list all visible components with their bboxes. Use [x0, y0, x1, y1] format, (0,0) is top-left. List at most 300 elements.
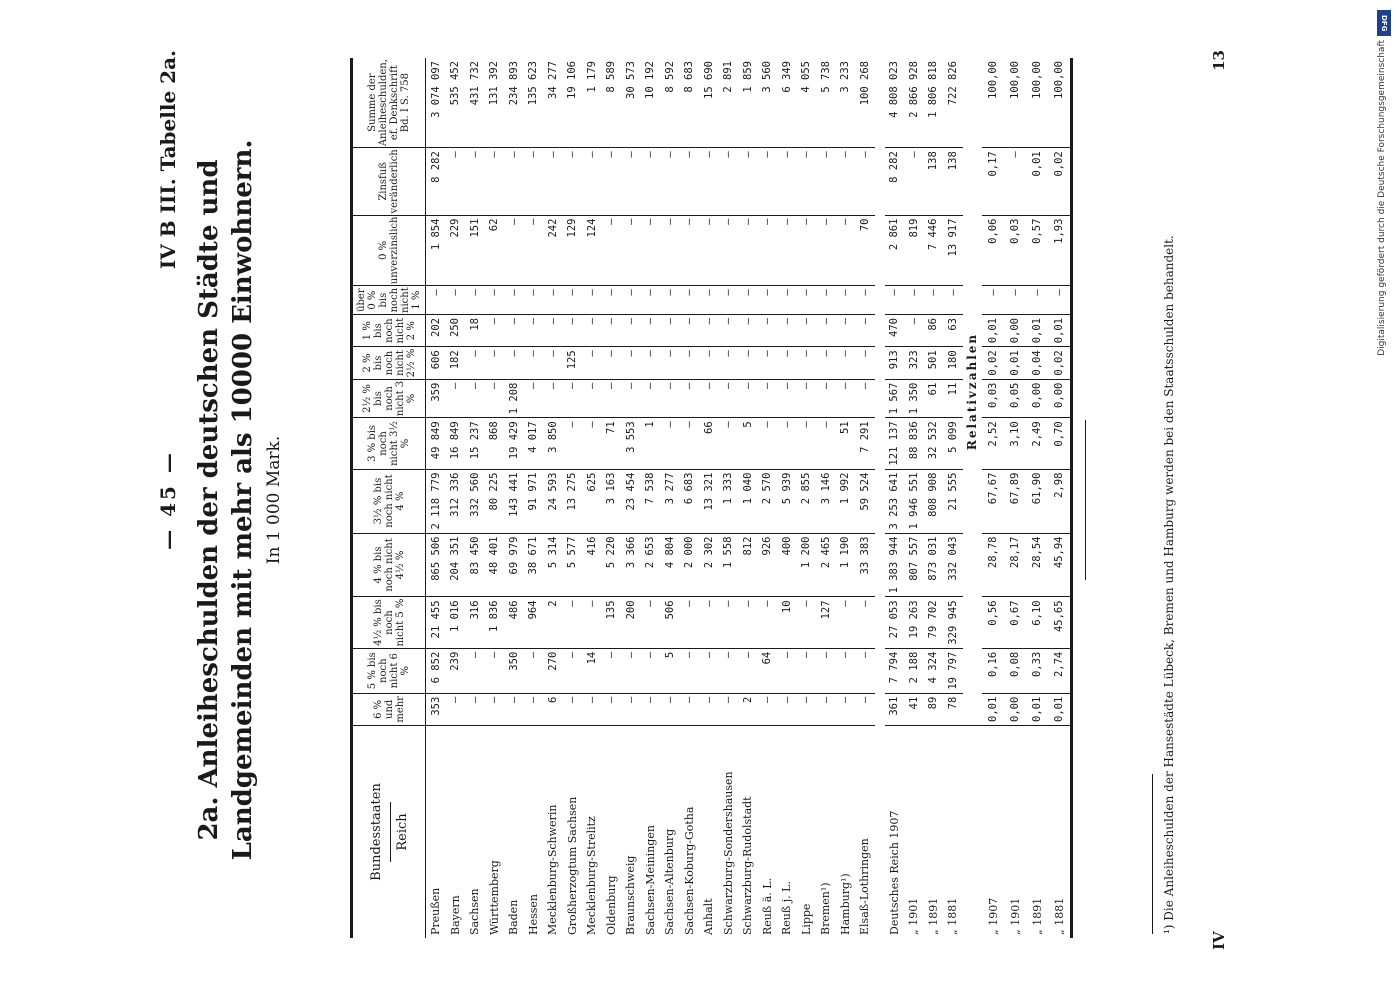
- cell-c7: 0,00: [1048, 379, 1072, 418]
- cell-c12: —: [563, 148, 583, 215]
- cell-c9: —: [816, 315, 836, 347]
- cell-c13: 100,00: [982, 58, 1004, 148]
- cell-c3: —: [738, 597, 758, 648]
- cell-c8: —: [738, 347, 758, 379]
- cell-c10: —: [777, 286, 797, 315]
- cell-c6: 66: [699, 418, 719, 469]
- cell-c9: —: [524, 315, 544, 347]
- row-label: „ 1907: [986, 897, 1000, 935]
- cell-c9: —: [660, 315, 680, 347]
- cell-c6: 19 429: [504, 418, 524, 469]
- row-label: Deutsches Reich 1907: [887, 810, 901, 935]
- cell-c7: —: [465, 379, 485, 418]
- cell-c13: 10 192: [641, 58, 661, 148]
- column-header-c12: Zinsfuß veränderlich: [352, 148, 426, 215]
- cell-c13: 100 268: [855, 58, 875, 148]
- cell-c2: —: [719, 648, 739, 693]
- reich-row: [904, 58, 924, 938]
- cell-c10: —: [446, 286, 466, 315]
- table-subtitle: In 1 000 Mark.: [264, 435, 284, 565]
- cell-c9: —: [485, 315, 505, 347]
- cell-c8: —: [680, 347, 700, 379]
- state-row: [563, 58, 583, 938]
- cell-c4: 83 450: [465, 533, 485, 597]
- row-label: Bayern: [448, 895, 462, 935]
- relative-row: [1004, 58, 1026, 938]
- cell-c11: —: [797, 215, 817, 286]
- cell-c11: 229: [446, 215, 466, 286]
- cell-c5: 3 277: [660, 469, 680, 533]
- cell-c8: —: [485, 347, 505, 379]
- cell-c1: 41: [904, 693, 924, 725]
- state-row: [777, 58, 797, 938]
- cell-c12: —: [504, 148, 524, 215]
- cell-c9: —: [621, 315, 641, 347]
- reich-row: [924, 58, 944, 938]
- cell-c2: —: [836, 648, 856, 693]
- cell-c7: 11: [943, 379, 963, 418]
- state-row: [660, 58, 680, 938]
- cell-c4: 33 383: [855, 533, 875, 597]
- column-header-c9: 1 % bis noch nicht 2 %: [352, 315, 426, 347]
- cell-c10: —: [641, 286, 661, 315]
- cell-c12: —: [738, 148, 758, 215]
- state-row: [465, 58, 485, 938]
- cell-c9: 18: [465, 315, 485, 347]
- cell-c7: 1 350: [904, 379, 924, 418]
- cell-c8: —: [816, 347, 836, 379]
- cell-c4: 332 043: [943, 533, 963, 597]
- cell-c5: 1 946 551: [904, 469, 924, 533]
- cell-c7: —: [719, 379, 739, 418]
- cell-c7: 1 208: [504, 379, 524, 418]
- cell-c4: 1 558: [719, 533, 739, 597]
- cell-c8: 913: [885, 347, 905, 379]
- cell-c6: 868: [485, 418, 505, 469]
- cell-c6: 7 291: [855, 418, 875, 469]
- cell-c9: 86: [924, 315, 944, 347]
- cell-c3: 964: [524, 597, 544, 648]
- cell-c11: 819: [904, 215, 924, 286]
- cell-c13: 100,00: [1004, 58, 1026, 148]
- cell-c10: —: [621, 286, 641, 315]
- cell-c9: 63: [943, 315, 963, 347]
- cell-c3: 79 702: [924, 597, 944, 648]
- cell-c2: 2 188: [904, 648, 924, 693]
- cell-c7: —: [758, 379, 778, 418]
- cell-c3: 10: [777, 597, 797, 648]
- state-row: [524, 58, 544, 938]
- cell-c2: —: [465, 648, 485, 693]
- cell-c13: 1 179: [582, 58, 602, 148]
- relative-row: [982, 58, 1004, 938]
- cell-c13: 34 277: [543, 58, 563, 148]
- cell-c9: —: [797, 315, 817, 347]
- state-row: [836, 58, 856, 938]
- cell-c10: —: [924, 286, 944, 315]
- cell-c3: 329 945: [943, 597, 963, 648]
- cell-c6: 88 836: [904, 418, 924, 469]
- cell-c1: 0,00: [1004, 693, 1026, 725]
- cell-c8: —: [465, 347, 485, 379]
- running-header: [156, 50, 196, 950]
- footnote: ¹) Die Anleiheschulden der Hansestädte Lübeck, Bremen und Hamburg werden bei den Staatsschulden behandelt.: [1162, 235, 1176, 934]
- column-header-c2: 5 % bis noch nicht 6 %: [352, 648, 426, 693]
- cell-c1: 0,01: [1048, 693, 1072, 725]
- cell-c11: 1 854: [426, 215, 446, 286]
- cell-c12: —: [797, 148, 817, 215]
- cell-c5: 332 560: [465, 469, 485, 533]
- cell-c12: —: [602, 148, 622, 215]
- cell-c6: —: [563, 418, 583, 469]
- cell-c12: —: [485, 148, 505, 215]
- cell-c8: —: [504, 347, 524, 379]
- cell-c1: —: [836, 693, 856, 725]
- cell-c4: 873 031: [924, 533, 944, 597]
- cell-c1: —: [777, 693, 797, 725]
- blank-cell: [963, 726, 983, 939]
- cell-c10: —: [816, 286, 836, 315]
- cell-c12: —: [446, 148, 466, 215]
- row-label: „ 1881: [1052, 897, 1066, 935]
- divider: [1085, 420, 1086, 580]
- cell-c1: 0,01: [982, 693, 1004, 725]
- cell-c6: 3 850: [543, 418, 563, 469]
- cell-c8: 0,01: [1004, 347, 1026, 379]
- cell-c11: 70: [855, 215, 875, 286]
- cell-c5: 1 333: [719, 469, 739, 533]
- cell-c10: —: [660, 286, 680, 315]
- cell-c12: —: [465, 148, 485, 215]
- cell-c2: 350: [504, 648, 524, 693]
- cell-c2: 0,33: [1026, 648, 1048, 693]
- cell-c6: 4 017: [524, 418, 544, 469]
- table-reference: IV B III. Tabelle 2a.: [156, 50, 180, 270]
- row-label: „ 1881: [946, 897, 960, 935]
- cell-c9: —: [504, 315, 524, 347]
- state-row: [641, 58, 661, 938]
- cell-c4: 2 000: [680, 533, 700, 597]
- cell-c5: 7 538: [641, 469, 661, 533]
- cell-c10: —: [758, 286, 778, 315]
- state-row: [738, 58, 758, 938]
- cell-c6: —: [719, 418, 739, 469]
- cell-c1: —: [758, 693, 778, 725]
- cell-c5: 67,67: [982, 469, 1004, 533]
- cell-c11: —: [602, 215, 622, 286]
- cell-c3: 45,65: [1048, 597, 1072, 648]
- cell-c9: 0,00: [1004, 315, 1026, 347]
- cell-c12: —: [582, 148, 602, 215]
- cell-c12: 138: [924, 148, 944, 215]
- cell-c10: —: [504, 286, 524, 315]
- debt-table: [350, 58, 1073, 938]
- cell-c1: —: [660, 693, 680, 725]
- cell-c3: —: [719, 597, 739, 648]
- cell-c2: 270: [543, 648, 563, 693]
- cell-c11: —: [660, 215, 680, 286]
- cell-c12: —: [816, 148, 836, 215]
- cell-c1: —: [465, 693, 485, 725]
- state-row: [543, 58, 563, 938]
- digitization-credit: [1377, 10, 1391, 990]
- cell-c7: 0,03: [982, 379, 1004, 418]
- state-row: [485, 58, 505, 938]
- cell-c3: 1 016: [446, 597, 466, 648]
- cell-c3: —: [699, 597, 719, 648]
- cell-c13: 3 560: [758, 58, 778, 148]
- cell-c3: —: [855, 597, 875, 648]
- cell-c9: 250: [446, 315, 466, 347]
- cell-c3: —: [582, 597, 602, 648]
- cell-c4: 1 190: [836, 533, 856, 597]
- reich-row: [943, 58, 963, 938]
- cell-c12: 0,02: [1048, 148, 1072, 215]
- cell-c2: 2,74: [1048, 648, 1072, 693]
- cell-c12: —: [621, 148, 641, 215]
- cell-c10: —: [524, 286, 544, 315]
- row-label: Baden: [507, 899, 521, 935]
- cell-c7: —: [485, 379, 505, 418]
- cell-c2: 5: [660, 648, 680, 693]
- cell-c2: —: [855, 648, 875, 693]
- cell-c11: 1,93: [1048, 215, 1072, 286]
- cell-c6: 121 137: [885, 418, 905, 469]
- state-row: [446, 58, 466, 938]
- cell-c11: 2 861: [885, 215, 905, 286]
- cell-c4: 5 314: [543, 533, 563, 597]
- cell-c8: 182: [446, 347, 466, 379]
- cell-c12: —: [855, 148, 875, 215]
- cell-c11: —: [621, 215, 641, 286]
- cell-c4: 4 804: [660, 533, 680, 597]
- cell-c4: 28,17: [1004, 533, 1026, 597]
- cell-c13: 234 893: [504, 58, 524, 148]
- cell-c10: —: [1026, 286, 1048, 315]
- cell-c4: 204 351: [446, 533, 466, 597]
- cell-c8: 0,02: [982, 347, 1004, 379]
- cell-c1: —: [485, 693, 505, 725]
- cell-c11: 151: [465, 215, 485, 286]
- cell-c8: 0,02: [1048, 347, 1072, 379]
- cell-c1: —: [621, 693, 641, 725]
- cell-c9: —: [563, 315, 583, 347]
- cell-c4: 38 671: [524, 533, 544, 597]
- cell-c6: 3 553: [621, 418, 641, 469]
- cell-c5: 312 336: [446, 469, 466, 533]
- cell-c2: —: [602, 648, 622, 693]
- cell-c8: 0,04: [1026, 347, 1048, 379]
- cell-c2: 64: [758, 648, 778, 693]
- cell-c8: —: [699, 347, 719, 379]
- cell-c9: —: [582, 315, 602, 347]
- cell-c9: —: [641, 315, 661, 347]
- cell-c11: 0,06: [982, 215, 1004, 286]
- row-label: Hamburg¹): [838, 873, 852, 935]
- cell-c8: —: [641, 347, 661, 379]
- cell-c9: —: [719, 315, 739, 347]
- cell-c8: —: [758, 347, 778, 379]
- cell-c12: 0,01: [1026, 148, 1048, 215]
- cell-c8: 125: [563, 347, 583, 379]
- cell-c3: —: [641, 597, 661, 648]
- cell-c2: 0,08: [1004, 648, 1026, 693]
- cell-c1: 2: [738, 693, 758, 725]
- cell-c6: —: [777, 418, 797, 469]
- cell-c12: 8 282: [426, 148, 446, 215]
- cell-c11: 129: [563, 215, 583, 286]
- cell-c7: —: [836, 379, 856, 418]
- cell-c2: —: [641, 648, 661, 693]
- cell-c13: 8 592: [660, 58, 680, 148]
- cell-c13: 431 732: [465, 58, 485, 148]
- cell-c11: —: [816, 215, 836, 286]
- cell-c3: 135: [602, 597, 622, 648]
- cell-c4: 926: [758, 533, 778, 597]
- cell-c11: 0,03: [1004, 215, 1026, 286]
- cell-c10: —: [680, 286, 700, 315]
- cell-c10: —: [1048, 286, 1072, 315]
- row-label: Oldenburg: [604, 875, 618, 935]
- footer-right: 13: [1210, 50, 1228, 71]
- cell-c4: 28,78: [982, 533, 1004, 597]
- cell-c7: —: [816, 379, 836, 418]
- state-row: [426, 58, 446, 938]
- cell-c13: 2 866 928: [904, 58, 924, 148]
- state-row: [582, 58, 602, 938]
- row-label: Schwarzburg-Rudolstadt: [741, 796, 755, 935]
- cell-c5: 6 683: [680, 469, 700, 533]
- cell-c7: —: [777, 379, 797, 418]
- cell-c8: —: [777, 347, 797, 379]
- header-bundesstaaten: Bundesstaaten: [368, 783, 384, 881]
- cell-c3: 0,56: [982, 597, 1004, 648]
- cell-c8: —: [543, 347, 563, 379]
- cell-c10: —: [836, 286, 856, 315]
- cell-c4: 400: [777, 533, 797, 597]
- cell-c10: —: [943, 286, 963, 315]
- cell-c13: 30 573: [621, 58, 641, 148]
- cell-c3: —: [680, 597, 700, 648]
- cell-c2: 4 324: [924, 648, 944, 693]
- cell-c11: —: [680, 215, 700, 286]
- cell-c9: 202: [426, 315, 446, 347]
- cell-c1: —: [602, 693, 622, 725]
- cell-c5: 24 593: [543, 469, 563, 533]
- cell-c7: 0,00: [1026, 379, 1048, 418]
- cell-c1: —: [797, 693, 817, 725]
- cell-c4: 69 979: [504, 533, 524, 597]
- table-body: [426, 58, 1072, 938]
- cell-c2: 6 852: [426, 648, 446, 693]
- cell-c10: —: [797, 286, 817, 315]
- cell-c5: 3 163: [602, 469, 622, 533]
- cell-c3: 21 455: [426, 597, 446, 648]
- page-number: — 45 —: [156, 450, 180, 550]
- cell-c13: 722 826: [943, 58, 963, 148]
- cell-c10: —: [563, 286, 583, 315]
- cell-c5: 13 275: [563, 469, 583, 533]
- state-row: [758, 58, 778, 938]
- footnote-rule: [1152, 774, 1153, 934]
- cell-c9: —: [904, 315, 924, 347]
- cell-c12: —: [543, 148, 563, 215]
- cell-c11: —: [836, 215, 856, 286]
- cell-c3: 506: [660, 597, 680, 648]
- cell-c6: 0,70: [1048, 418, 1072, 469]
- state-row: [797, 58, 817, 938]
- cell-c10: —: [602, 286, 622, 315]
- state-row: [621, 58, 641, 938]
- row-label: Reuß ä. L.: [760, 877, 774, 935]
- cell-c7: —: [582, 379, 602, 418]
- cell-c1: 89: [924, 693, 944, 725]
- cell-c10: —: [426, 286, 446, 315]
- header-reich: Reich: [390, 802, 408, 862]
- cell-c3: —: [836, 597, 856, 648]
- cell-c6: —: [582, 418, 602, 469]
- state-row: [504, 58, 524, 938]
- cell-c2: 239: [446, 648, 466, 693]
- cell-c1: —: [446, 693, 466, 725]
- column-header-c11: 0 % unverzinslich: [352, 215, 426, 286]
- column-header-c10: über 0 % bis noch nicht 1 %: [352, 286, 426, 315]
- cell-c10: —: [543, 286, 563, 315]
- cell-c1: —: [563, 693, 583, 725]
- footer-left: IV: [1210, 931, 1228, 950]
- cell-c2: —: [563, 648, 583, 693]
- cell-c12: —: [719, 148, 739, 215]
- cell-c6: 32 532: [924, 418, 944, 469]
- cell-c6: —: [816, 418, 836, 469]
- cell-c6: —: [660, 418, 680, 469]
- cell-c9: —: [777, 315, 797, 347]
- cell-c10: —: [855, 286, 875, 315]
- cell-c9: —: [758, 315, 778, 347]
- cell-c10: —: [1004, 286, 1026, 315]
- cell-c10: —: [699, 286, 719, 315]
- cell-c3: 27 053: [885, 597, 905, 648]
- cell-c3: 0,67: [1004, 597, 1026, 648]
- cell-c10: —: [485, 286, 505, 315]
- cell-c10: —: [738, 286, 758, 315]
- cell-c9: 470: [885, 315, 905, 347]
- cell-c13: 1 859: [738, 58, 758, 148]
- digitization-note: Digitalisierung gefördert durch die Deutsche Forschungsgemeinschaft: [1377, 40, 1387, 356]
- column-header-c7: 2½ % bis noch nicht 3 %: [352, 379, 426, 418]
- cell-c7: —: [855, 379, 875, 418]
- cell-c2: 14: [582, 648, 602, 693]
- row-label: Sachsen-Meiningen: [643, 825, 657, 935]
- column-header-c13: Summe der Anleiheschulden, ef. Denkschrift Bd. I S. 758: [352, 58, 426, 148]
- cell-c13: 3 074 097: [426, 58, 446, 148]
- cell-c1: 0,01: [1026, 693, 1048, 725]
- spacer-row: [875, 58, 885, 938]
- cell-c5: 21 555: [943, 469, 963, 533]
- row-label: Elsaß-Lothringen: [858, 838, 872, 935]
- cell-c5: 3 253 641: [885, 469, 905, 533]
- row-label: Preußen: [429, 887, 443, 935]
- cell-c4: 28,54: [1026, 533, 1048, 597]
- cell-c2: 19 797: [943, 648, 963, 693]
- cell-c9: 0,01: [1048, 315, 1072, 347]
- cell-c4: 1 200: [797, 533, 817, 597]
- title-block: [192, 60, 284, 940]
- cell-c4: 2 653: [641, 533, 661, 597]
- cell-c6: 5 099: [943, 418, 963, 469]
- cell-c7: —: [621, 379, 641, 418]
- cell-c2: —: [699, 648, 719, 693]
